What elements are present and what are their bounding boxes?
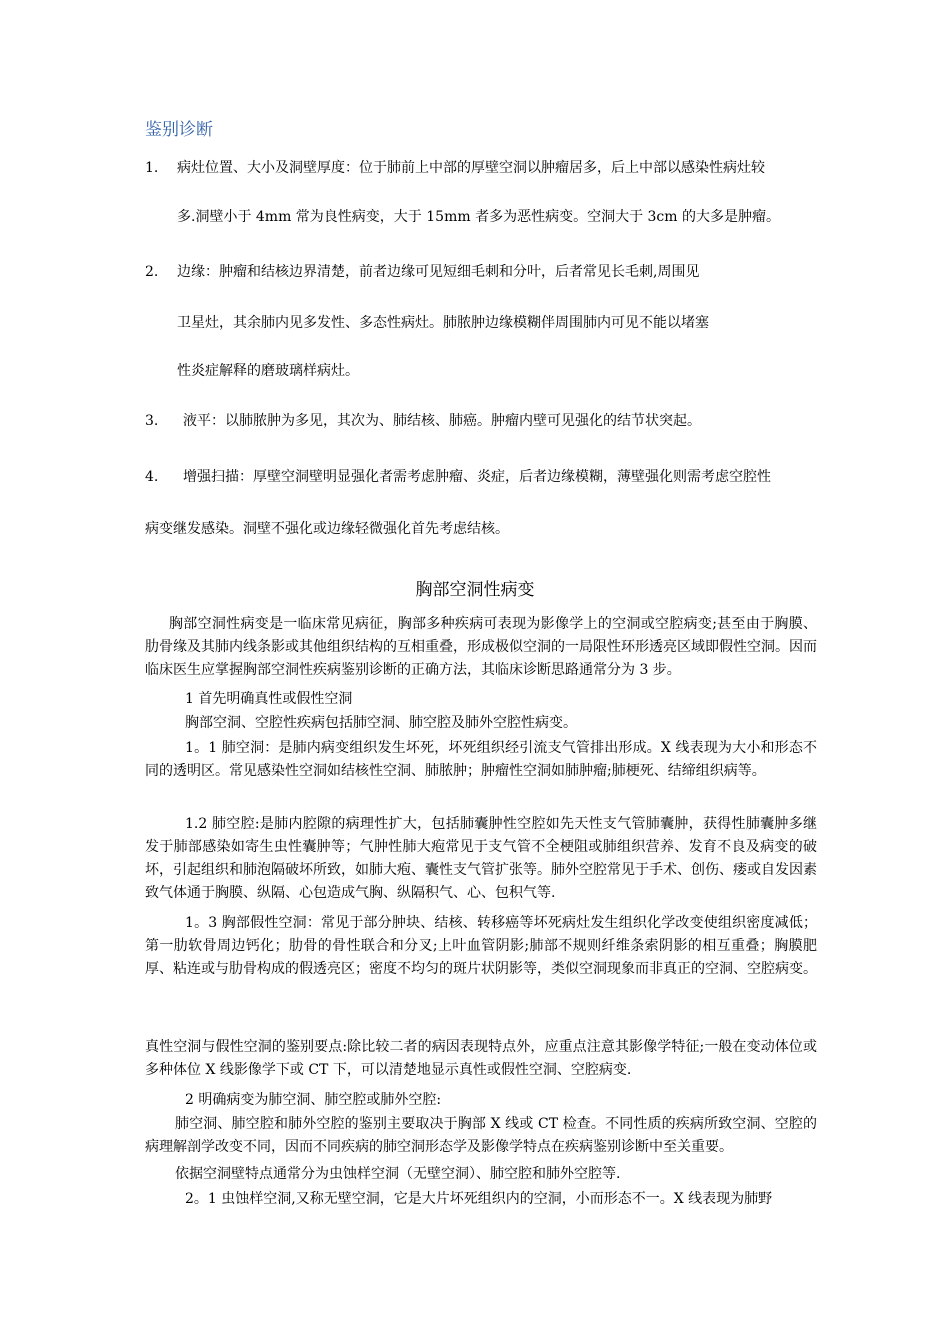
step2-description-2: 依据空洞壁特点通常分为虫蚀样空洞（无壁空洞）、肺空腔和肺外空腔等. — [175, 1166, 621, 1182]
list-item-4 — [145, 467, 771, 487]
section-heading: 鉴别诊断 — [145, 120, 213, 140]
paragraph-1-2: 1.2 肺空腔:是肺内腔隙的病理性扩大，包括肺囊肿性空腔如先天性支气管肺囊肿，获得性肺囊肿多继发于肺部感染如寄生虫性囊肿等；气肿性肺大疱常见于支气管不全梗阻或肺组织营养、发育不良及病变的破坏，引起组织和肺泡隔破坏所致，如肺大疱、囊性支气管扩张等。肺外空腔常见于手术、创伤、瘘或自发因素致气体通于胸膜、纵隔、心包造成气胸、纵隔积气、心、包积气等. — [145, 816, 817, 901]
paragraph-2-1: 2。1 虫蚀样空洞,又称无壁空洞，它是大片坏死组织内的空洞，小而形态不一。X 线表现为肺野 — [185, 1191, 773, 1207]
step1-description: 胸部空洞、空腔性疾病包括肺空洞、肺空腔及肺外空腔性病变。 — [185, 715, 577, 731]
list-number: 3. — [145, 413, 159, 429]
step2-description: 肺空洞、肺空腔和肺外空腔的鉴别主要取决于胸部 X 线或 CT 检查。不同性质的疾病所致空洞、空腔的病理解剖学改变不同，因而不同疾病的肺空洞形态学及影像学特点在疾病鉴别诊断中至关重要。 — [145, 1116, 817, 1155]
paragraph-1-1: 1。1 肺空洞：是肺内病变组织发生坏死，坏死组织经引流支气管排出形成。X 线表现为大小和形态不同的透明区。常见感染性空洞如结核性空洞、肺脓肿；肿瘤性空洞如肺肿瘤;肺梗死、结缔组织病等。 — [145, 740, 817, 779]
list-number: 2. — [145, 264, 159, 280]
list-item-1-continuation: 多.洞壁小于 4mm 常为良性病变，大于 15mm 者多为恶性病变。空洞大于 3cm 的大多是肿瘤。 — [177, 209, 780, 225]
list-text: 病灶位置、大小及洞壁厚度：位于肺前上中部的厚壁空洞以肿瘤居多，后上中部以感染性病灶较 — [177, 160, 765, 176]
list-number: 1. — [145, 160, 159, 176]
key-points-paragraph: 真性空洞与假性空洞的鉴别要点:除比较二者的病因表现特点外，应重点注意其影像学特征;一般在变动体位或多种体位 X 线影像学下或 CT 下，可以清楚地显示真性或假性空洞、空腔病变. — [145, 1039, 817, 1078]
list-number: 4. — [145, 469, 159, 485]
list-text: 边缘：肿瘤和结核边界清楚，前者边缘可见短细毛刺和分叶，后者常见长毛刺,周围见 — [177, 264, 700, 280]
list-item-1 — [145, 158, 765, 178]
list-item-2-continuation: 卫星灶，其余肺内见多发性、多态性病灶。肺脓肿边缘模糊伴周围肺内可见不能以堵塞 — [177, 315, 709, 331]
step2-title: 2 明确病变为肺空洞、肺空腔或肺外空腔: — [185, 1092, 442, 1108]
list-text: 增强扫描：厚壁空洞壁明显强化者需考虑肿瘤、炎症，后者边缘模糊，薄壁强化则需考虑空腔性 — [183, 469, 771, 485]
list-item-2-continuation: 性炎症解释的磨玻璃样病灶。 — [177, 363, 359, 379]
list-item-4-continuation: 病变继发感染。洞壁不强化或边缘轻微强化首先考虑结核。 — [145, 521, 509, 537]
paragraph-1-3: 1。3 胸部假性空洞：常见于部分肿块、结核、转移癌等坏死病灶发生组织化学改变使组织密度减低；第一肋软骨周边钙化；肋骨的骨性联合和分叉;上叶血管阴影;肺部不规则纤维条索阴影的相互重叠；胸膜肥厚、粘连或与肋骨构成的假透亮区；密度不均匀的斑片状阴影等，类似空洞现象而非真正的空洞、空腔病变。 — [145, 915, 817, 977]
list-item-2 — [145, 262, 699, 282]
section-title: 胸部空洞性病变 — [415, 580, 535, 600]
step1-title: 1 首先明确真性或假性空洞 — [185, 691, 353, 707]
intro-paragraph: 胸部空洞性病变是一临床常见病征，胸部多种疾病可表现为影像学上的空洞或空腔病变;甚至由于胸膜、肋骨缘及其肺内线条影或其他组织结构的互相重叠，形成极似空洞的一局限性环形透亮区域即假性空洞。因而临床医生应掌握胸部空洞性疾病鉴别诊断的正确方法，其临床诊断思路通常分为 3 步。 — [145, 616, 817, 678]
list-text: 液平：以肺脓肿为多见，其次为、肺结核、肺癌。肿瘤内壁可见强化的结节状突起。 — [183, 413, 701, 429]
list-item-3 — [145, 411, 701, 431]
